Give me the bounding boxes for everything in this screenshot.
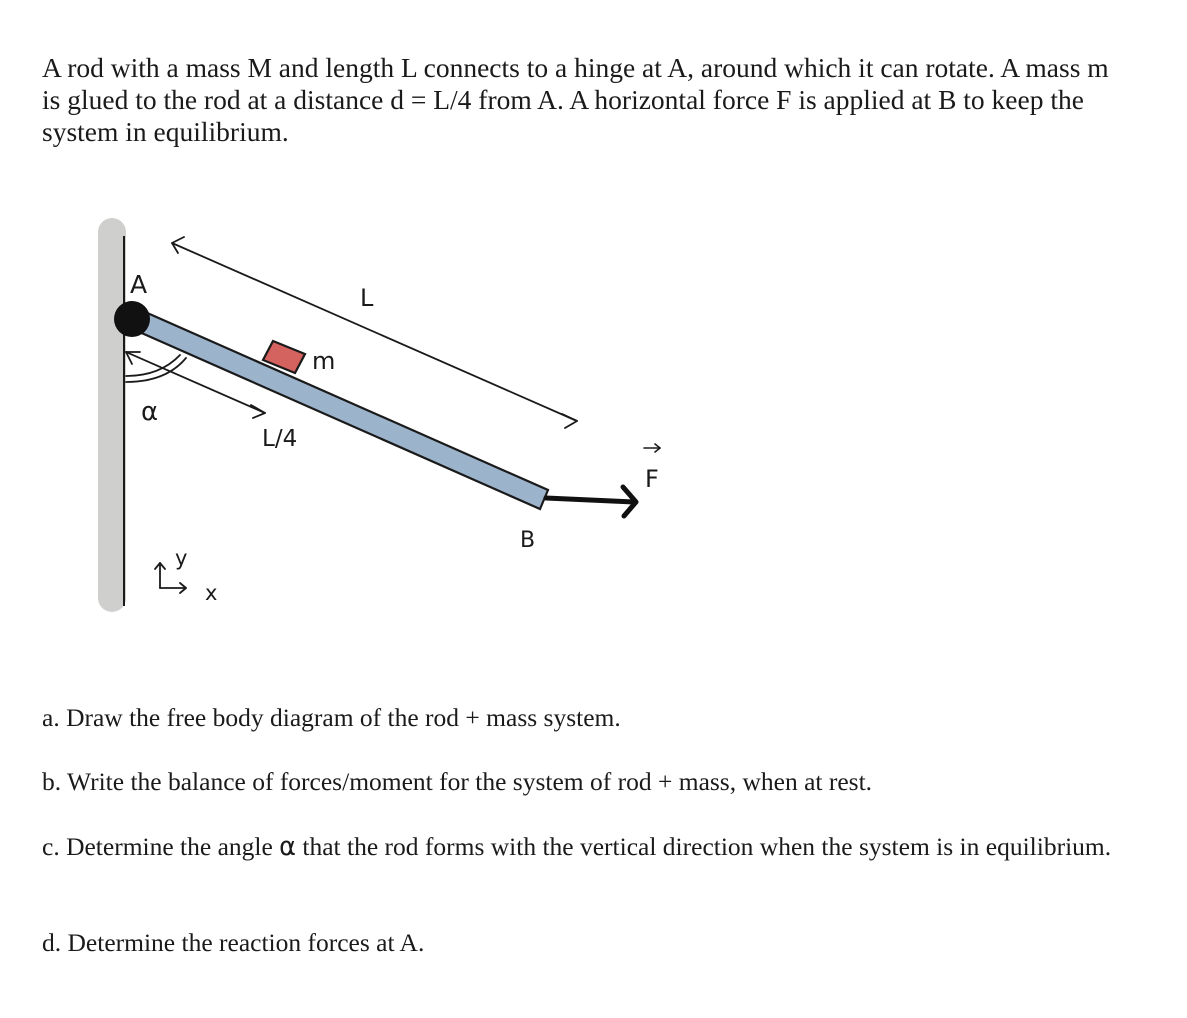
label-quarter-length: L/4 — [262, 426, 298, 452]
problem-statement: A rod with a mass M and length L connects to a hinge at A, around which it can rotate. A mass m is glued to the rod at a distance d = L/4 from A. A horizontal force F is applied at B to keep the system in equilibrium. — [42, 52, 1109, 147]
label-L: L — [360, 284, 374, 312]
label-F: F — [645, 465, 659, 493]
question-d: d. Determine the reaction forces at A. — [42, 928, 425, 957]
question-c: c. Determine the angle ⍺ that the rod forms with the vertical direction when the system is in equilibrium. — [42, 832, 1112, 861]
label-y: y — [175, 546, 188, 570]
label-m: m — [312, 347, 336, 375]
question-a: a. Draw the free body diagram of the rod + mass system. — [42, 703, 621, 732]
hinge-A — [114, 301, 150, 337]
label-B: B — [520, 528, 536, 553]
angle-arc — [126, 355, 186, 382]
question-b: b. Write the balance of forces/moment for the system of rod + mass, when at rest. — [42, 767, 873, 796]
vector-mark-icon — [644, 444, 660, 452]
label-A: A — [130, 270, 148, 299]
label-alpha: α — [141, 397, 159, 427]
rod — [128, 308, 548, 509]
label-x: x — [205, 581, 218, 605]
force-arrow — [546, 487, 636, 516]
